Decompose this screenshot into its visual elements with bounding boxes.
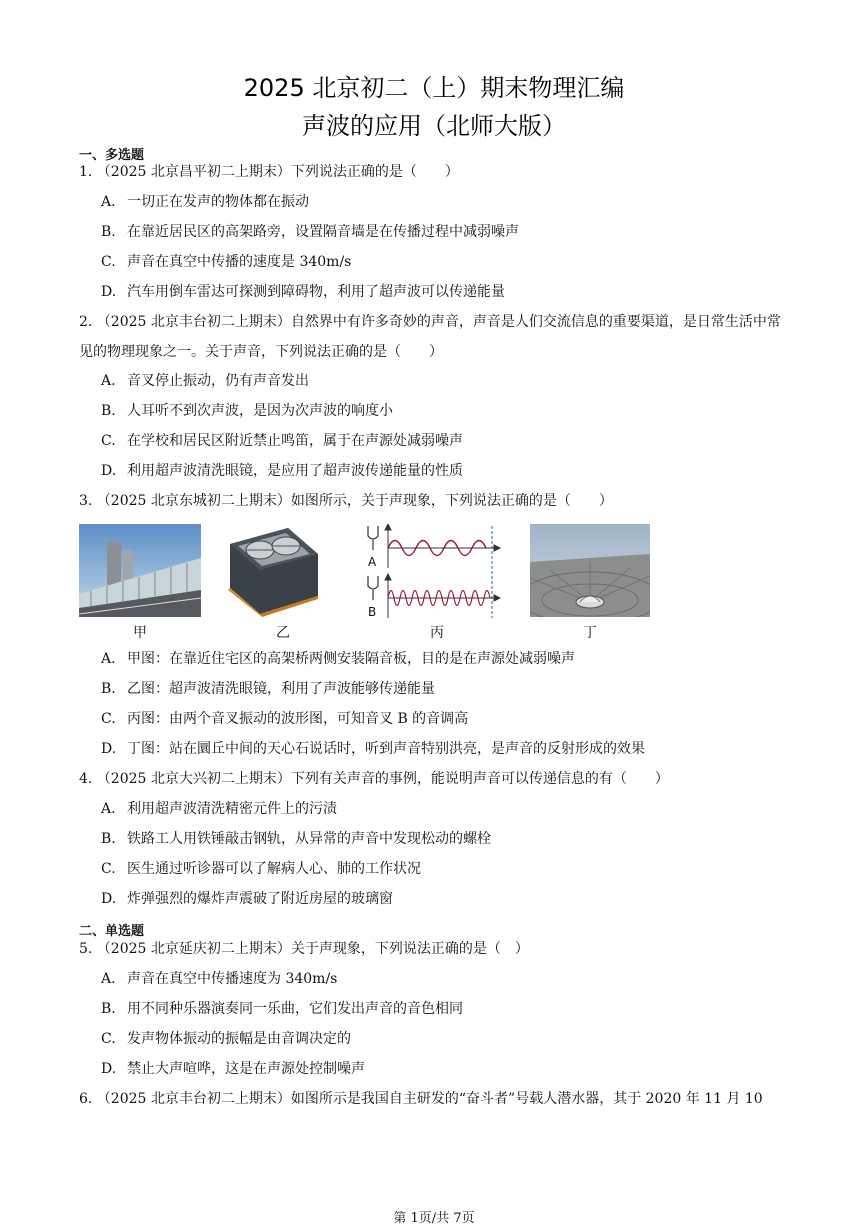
fork-label-b: B <box>368 605 377 619</box>
question-5-option-c <box>101 1032 351 1046</box>
option-text: 在靠近居民区的高架路旁，设置隔音墙是在传播过程中减弱噪声 <box>127 224 519 240</box>
question-4-option-a <box>101 802 337 816</box>
option-label: A. <box>101 801 116 817</box>
question-4-option-b <box>101 832 491 846</box>
question-1-stem: 1. （2025 北京昌平初二上期末）下列说法正确的是（ ） <box>79 164 459 180</box>
option-text: 一切正在发声的物体都在振动 <box>127 194 309 210</box>
option-label: A. <box>101 373 116 389</box>
question-5-option-a <box>101 972 337 986</box>
option-label: B. <box>101 831 116 847</box>
figure-caption-yi: 乙 <box>276 625 290 641</box>
option-text: 声音在真空中传播的速度是 340m/s <box>127 254 352 270</box>
question-3-option-a <box>101 652 575 666</box>
option-label: B. <box>101 224 116 240</box>
page-subtitle: 声波的应用（北师大版） <box>302 112 566 140</box>
option-label: C. <box>101 711 116 727</box>
option-text: 利用超声波清洗眼镜，是应用了超声波传递能量的性质 <box>127 463 463 479</box>
question-2-option-c <box>101 434 463 448</box>
option-label: C. <box>101 1031 116 1047</box>
option-text: 人耳听不到次声波，是因为次声波的响度小 <box>127 403 393 419</box>
option-text: 音叉停止振动，仍有声音发出 <box>127 373 309 389</box>
question-2-stem: 2. （2025 北京丰台初二上期末）自然界中有许多奇妙的声音，声音是人们交流信息的重要渠道，是日常生活中常见的物理现象之一。关于声音，下列说法正确的是（ ） <box>79 314 781 360</box>
question-4-option-d <box>101 892 393 906</box>
question-4-option-c <box>101 862 421 876</box>
question-2-option-b <box>101 404 393 418</box>
option-label: D. <box>101 463 117 479</box>
option-text: 炸弹强烈的爆炸声震破了附近房屋的玻璃窗 <box>127 891 393 907</box>
section-heading-single: 二、单选题 <box>79 924 145 939</box>
question-3-option-b <box>101 682 435 696</box>
question-6-stem: 6. （2025 北京丰台初二上期末）如图所示是我国自主研发的“奋斗者”号载人潜水器，其于 2020 年 11 月 10 <box>79 1091 763 1107</box>
option-text: 利用超声波清洗精密元件上的污渍 <box>127 801 337 817</box>
option-text: 在学校和居民区附近禁止鸣笛，属于在声源处减弱噪声 <box>127 433 463 449</box>
option-text: 声音在真空中传播速度为 340m/s <box>127 971 338 987</box>
question-3-option-c <box>101 712 468 726</box>
figure-highway-sound-barrier <box>79 524 201 617</box>
question-3-stem: 3. （2025 北京东城初二上期末）如图所示，关于声现象，下列说法正确的是（ ） <box>79 493 613 509</box>
option-label: C. <box>101 861 116 877</box>
fork-label-a: A <box>368 555 377 569</box>
option-text: 发声物体振动的振幅是由音调决定的 <box>127 1031 351 1047</box>
figure-ultrasonic-cleaner <box>222 524 324 617</box>
question-1-option-a <box>101 195 309 209</box>
question-1-option-c <box>101 255 351 269</box>
question-1-option-b <box>101 225 519 239</box>
option-text: 乙图：超声波清洗眼镜，利用了声波能够传递能量 <box>127 681 435 697</box>
option-label: C. <box>101 433 116 449</box>
figure-tuning-fork-waveforms <box>364 524 502 620</box>
option-text: 铁路工人用铁锤敲击钢轨，从异常的声音中发现松动的螺栓 <box>127 831 491 847</box>
option-label: B. <box>101 1001 116 1017</box>
page-title: 2025 北京初二（上）期末物理汇编 <box>243 74 625 102</box>
option-text: 丙图：由两个音叉振动的波形图，可知音叉 B 的音调高 <box>127 711 469 727</box>
option-label: A. <box>101 971 116 987</box>
figure-circular-mound-altar <box>530 524 650 617</box>
question-5-option-b <box>101 1002 463 1016</box>
figure-caption-ding: 丁 <box>583 625 597 641</box>
figure-caption-jia: 甲 <box>133 625 147 641</box>
question-5-stem: 5. （2025 北京延庆初二上期末）关于声现象，下列说法正确的是（ ） <box>79 941 529 957</box>
option-label: D. <box>101 1061 117 1077</box>
question-1-option-d <box>101 285 505 299</box>
option-label: B. <box>101 403 116 419</box>
option-text: 用不同种乐器演奏同一乐曲，它们发出声音的音色相同 <box>127 1001 463 1017</box>
question-4-stem: 4. （2025 北京大兴初二上期末）下列有关声音的事例，能说明声音可以传递信息的有（ ） <box>79 771 669 787</box>
option-text: 医生通过听诊器可以了解病人心、肺的工作状况 <box>127 861 421 877</box>
option-text: 禁止大声喧哗，这是在声源处控制噪声 <box>127 1061 365 1077</box>
option-label: C. <box>101 254 116 270</box>
question-5-option-d <box>101 1062 365 1076</box>
option-label: D. <box>101 891 117 907</box>
option-label: B. <box>101 681 116 697</box>
figure-caption-bing: 丙 <box>430 625 444 641</box>
option-label: A. <box>101 194 116 210</box>
option-label: A. <box>101 651 116 667</box>
option-text: 丁图：站在圜丘中间的天心石说话时，听到声音特别洪亮，是声音的反射形成的效果 <box>127 741 645 757</box>
option-text: 汽车用倒车雷达可探测到障碍物，利用了超声波可以传递能量 <box>127 284 505 300</box>
section-heading-multi: 一、多选题 <box>79 148 145 163</box>
option-label: D. <box>101 284 117 300</box>
question-3-option-d <box>101 742 645 756</box>
question-2-option-d <box>101 464 463 478</box>
option-text: 甲图：在靠近住宅区的高架桥两侧安装隔音板，目的是在声源处减弱噪声 <box>127 651 575 667</box>
page-footer: 第 1页/共 7页 <box>393 1211 475 1226</box>
option-label: D. <box>101 741 117 757</box>
question-2-option-a <box>101 374 309 388</box>
